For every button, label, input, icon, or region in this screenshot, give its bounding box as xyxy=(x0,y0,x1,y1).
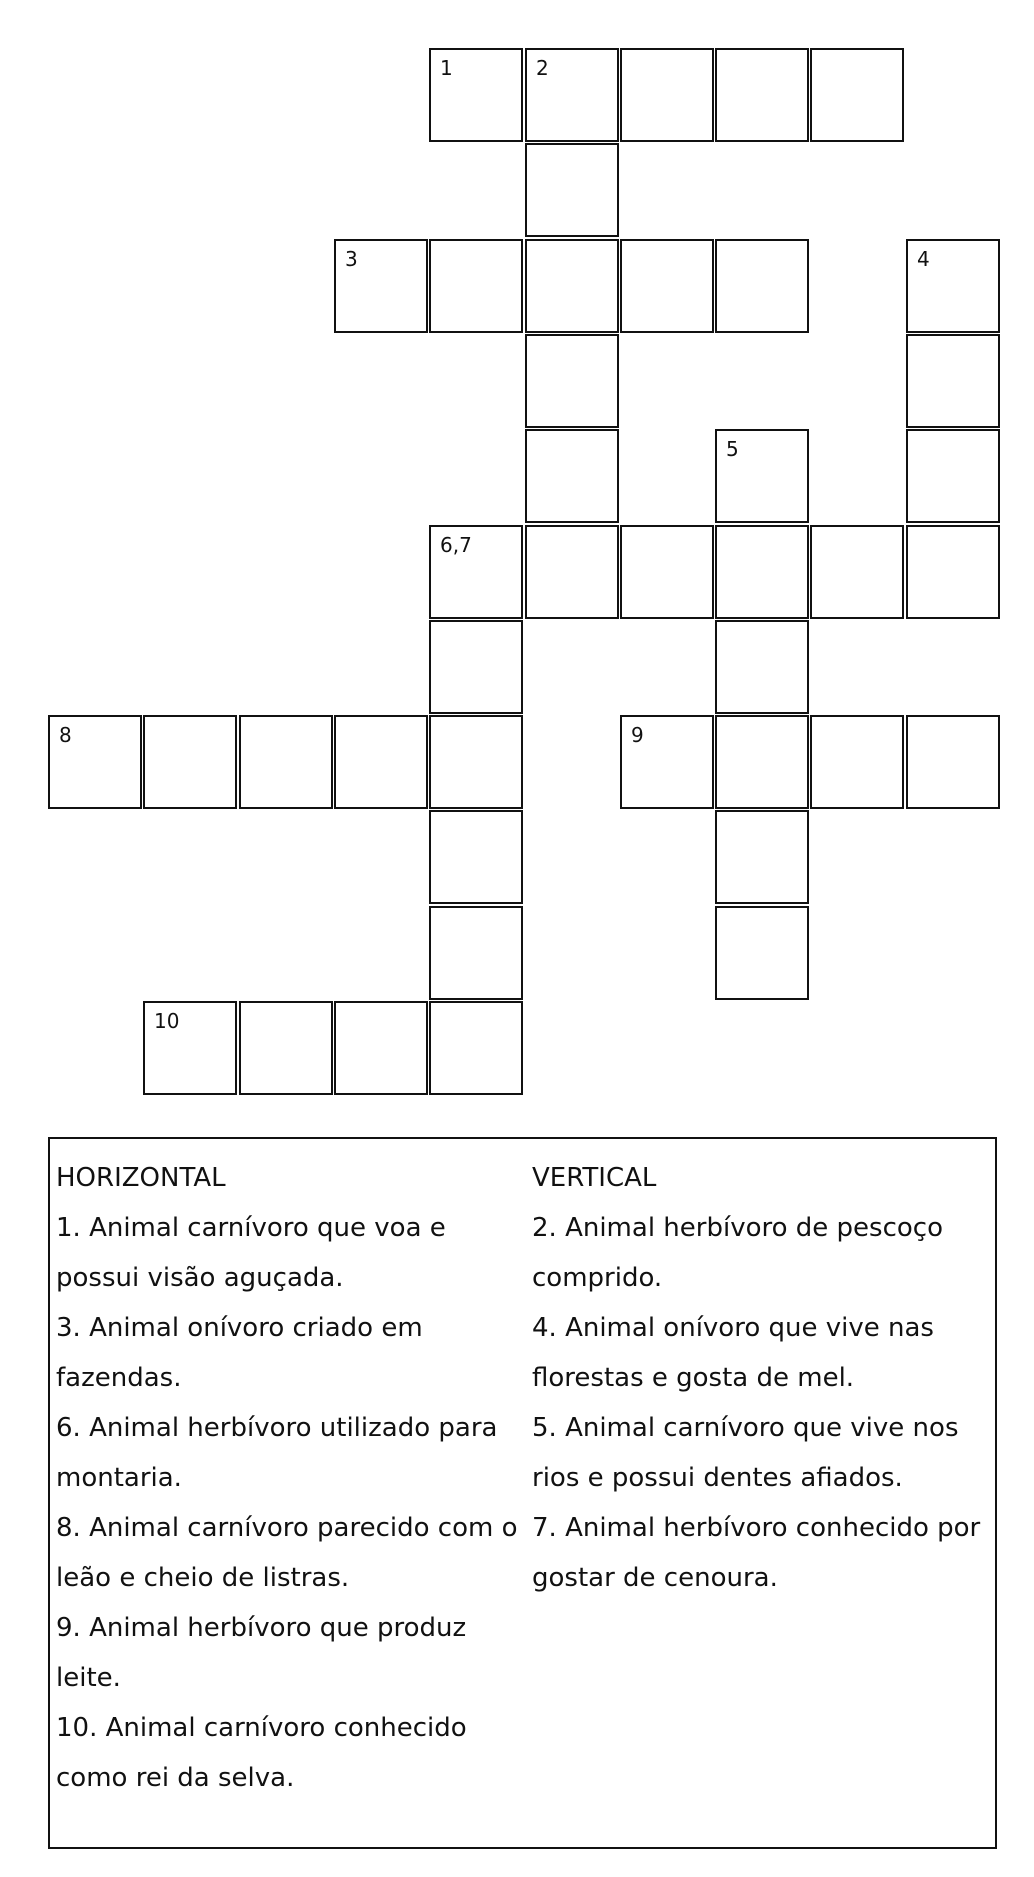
clue-number: 1 xyxy=(440,56,453,80)
grid-cell[interactable] xyxy=(715,239,809,333)
grid-cell[interactable] xyxy=(239,1001,333,1095)
grid-cell[interactable] xyxy=(715,525,809,619)
vertical-clues-column xyxy=(532,1153,992,1603)
grid-cell[interactable] xyxy=(620,715,714,809)
clue-number: 8 xyxy=(59,723,72,747)
clue-vertical-4: 4. Animal onívoro que vive nas florestas e gosta de mel. xyxy=(532,1313,934,1393)
clue-horizontal-3: 3. Animal onívoro criado em fazendas. xyxy=(56,1313,423,1393)
clue-number: 2 xyxy=(536,56,549,80)
grid-cell[interactable] xyxy=(906,334,1000,428)
grid-cell[interactable] xyxy=(334,715,428,809)
grid-cell[interactable] xyxy=(810,715,904,809)
clue-number: 3 xyxy=(345,247,358,271)
grid-cell[interactable] xyxy=(715,715,809,809)
clue-number: 10 xyxy=(154,1009,180,1033)
grid-cell[interactable] xyxy=(429,239,523,333)
grid-cell[interactable] xyxy=(715,810,809,904)
clue-vertical-2: 2. Animal herbívoro de pescoço comprido. xyxy=(532,1213,943,1293)
grid-cell[interactable] xyxy=(810,48,904,142)
clue-number: 6,7 xyxy=(440,533,472,557)
clue-horizontal-8: 8. Animal carnívoro parecido com o leão e cheio de listras. xyxy=(56,1513,518,1593)
grid-cell[interactable] xyxy=(429,525,523,619)
clue-horizontal-1: 1. Animal carnívoro que voa e possui visão aguçada. xyxy=(56,1213,446,1293)
grid-cell[interactable] xyxy=(620,48,714,142)
grid-cell[interactable] xyxy=(906,715,1000,809)
horizontal-clues-column xyxy=(56,1153,526,1803)
clue-horizontal-6: 6. Animal herbívoro utilizado para montaria. xyxy=(56,1413,498,1493)
grid-cell[interactable] xyxy=(715,620,809,714)
clue-horizontal-10: 10. Animal carnívoro conhecido como rei da selva. xyxy=(56,1713,467,1793)
grid-cell[interactable] xyxy=(906,239,1000,333)
grid-cell[interactable] xyxy=(143,1001,237,1095)
clue-vertical-7: 7. Animal herbívoro conhecido por gostar de cenoura. xyxy=(532,1513,981,1593)
grid-cell[interactable] xyxy=(48,715,142,809)
grid-cell[interactable] xyxy=(429,48,523,142)
clues-box xyxy=(48,1137,997,1849)
grid-cell[interactable] xyxy=(525,525,619,619)
grid-cell[interactable] xyxy=(906,525,1000,619)
grid-cell[interactable] xyxy=(334,239,428,333)
grid-cell[interactable] xyxy=(429,810,523,904)
grid-cell[interactable] xyxy=(429,906,523,1000)
grid-cell[interactable] xyxy=(715,429,809,523)
clue-vertical-5: 5. Animal carnívoro que vive nos rios e possui dentes afiados. xyxy=(532,1413,959,1493)
grid-cell[interactable] xyxy=(906,429,1000,523)
grid-cell[interactable] xyxy=(525,334,619,428)
grid-cell[interactable] xyxy=(810,525,904,619)
vertical-heading: VERTICAL xyxy=(532,1163,657,1193)
grid-cell[interactable] xyxy=(620,239,714,333)
grid-cell[interactable] xyxy=(429,620,523,714)
grid-cell[interactable] xyxy=(525,429,619,523)
grid-cell[interactable] xyxy=(715,48,809,142)
grid-cell[interactable] xyxy=(525,239,619,333)
grid-cell[interactable] xyxy=(239,715,333,809)
grid-cell[interactable] xyxy=(620,525,714,619)
clue-horizontal-9: 9. Animal herbívoro que produz leite. xyxy=(56,1613,467,1693)
horizontal-heading: HORIZONTAL xyxy=(56,1163,226,1193)
grid-cell[interactable] xyxy=(143,715,237,809)
grid-cell[interactable] xyxy=(525,48,619,142)
grid-cell[interactable] xyxy=(429,715,523,809)
grid-cell[interactable] xyxy=(715,906,809,1000)
grid-cell[interactable] xyxy=(334,1001,428,1095)
clue-number: 4 xyxy=(917,247,930,271)
clue-number: 5 xyxy=(726,437,739,461)
grid-cell[interactable] xyxy=(429,1001,523,1095)
clue-number: 9 xyxy=(631,723,644,747)
grid-cell[interactable] xyxy=(525,143,619,237)
